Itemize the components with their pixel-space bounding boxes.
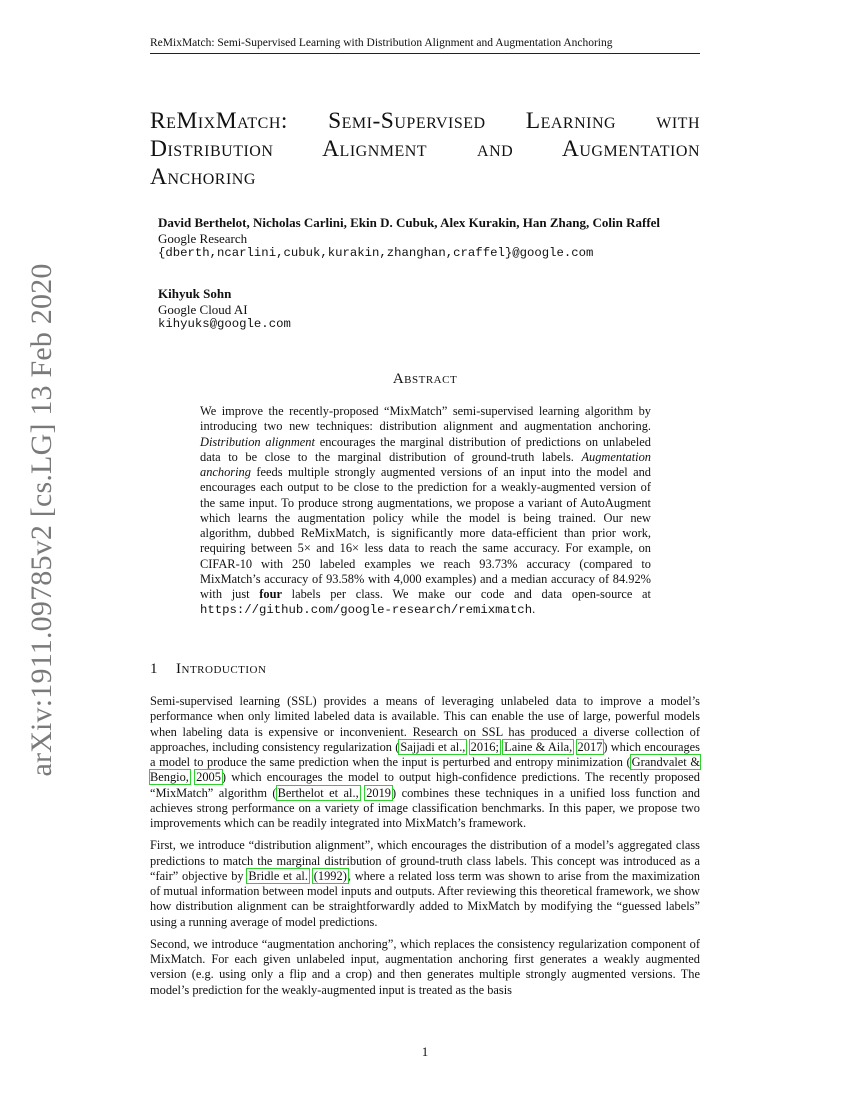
author-names: David Berthelot, Nicholas Carlini, Ekin D. Cubuk, Alex Kurakin, Han Zhang, Colin Raffel bbox=[158, 215, 661, 230]
title-line: ReMixMatch: Semi-Supervised Learning with bbox=[150, 108, 700, 134]
author-block-2 bbox=[158, 286, 558, 333]
title-line: Anchoring bbox=[150, 164, 256, 190]
author-email: kihyuks@google.com bbox=[158, 317, 291, 331]
citation-link[interactable]: Bridle et al. bbox=[248, 868, 308, 883]
paragraph-text: Semi-supervised learning (SSL) provides a means of leveraging unlabeled data to improve a model’s performance when only limited labeled data is available. This can enable the use of large, powerful models when labeling data is expensive or inconvenient. Research on SSL has produced a diverse collection of approaches, including consistency regularization ( bbox=[150, 694, 700, 754]
citation-link[interactable]: 2016; bbox=[470, 739, 499, 754]
abstract-term: Augmentation anchoring bbox=[200, 449, 651, 479]
abstract-term: Distribution alignment bbox=[200, 434, 315, 449]
citation-link[interactable]: 2017 bbox=[577, 739, 603, 754]
citation-link[interactable]: (1992) bbox=[313, 868, 347, 883]
paragraph bbox=[150, 838, 700, 930]
page-number: 1 bbox=[421, 1044, 429, 1059]
abstract-text: . bbox=[532, 602, 536, 617]
paper-title bbox=[150, 107, 700, 191]
abstract-heading: Abstract bbox=[392, 371, 458, 387]
paragraph-text: First, we introduce “distribution alignment”, which encourages the distribution of a model’s aggregated class predictions to match the marginal distribution of ground-truth class labels. This concept was introduced as a “fair” objective by bbox=[150, 838, 700, 883]
abstract-bold-word: four bbox=[259, 587, 282, 601]
introduction-body bbox=[150, 694, 700, 1005]
citation-link[interactable]: 2005 bbox=[196, 770, 221, 785]
paragraph-text: ) which encourages the model to output high-confidence predictions. The recently proposed “MixMatch” algorithm ( bbox=[150, 770, 700, 800]
citation-link[interactable]: Grandvalet & Bengio, bbox=[150, 755, 701, 785]
abstract-text: labels per class. We make our code and data open-source at bbox=[282, 587, 651, 601]
arxiv-stamp-text: arXiv:1911.09785v2 [cs.LG] 13 Feb 2020 bbox=[25, 263, 58, 777]
paragraph-text: ) which encourages a model to produce the same prediction when the input is perturbed and entropy minimization ( bbox=[150, 739, 700, 769]
author-emails: {dberth,ncarlini,cubuk,kurakin,zhanghan,craffel}@google.com bbox=[158, 246, 594, 260]
running-header: ReMixMatch: Semi-Supervised Learning with Distribution Alignment and Augmentation Anchoring bbox=[150, 37, 700, 54]
citation-link[interactable]: 2019 bbox=[366, 785, 391, 800]
code-url-link[interactable]: https://github.com/google-research/remixmatch bbox=[200, 603, 533, 618]
author-affiliation: Google Research bbox=[158, 230, 248, 246]
paragraph-text: , where a related loss term was shown to arise from the maximization of mutual information between model inputs and outputs. After reviewing this theoretical framework, we show how distribution alignment can be straightforwardly added to MixMatch by modifying the “guessed labels” using a running average of model predictions. bbox=[150, 868, 700, 929]
abstract-text: encourages the marginal distribution of predictions on unlabeled data to be close to the marginal distribution of ground-truth labels. bbox=[200, 434, 651, 464]
abstract-body bbox=[200, 404, 651, 619]
abstract-text: We improve the recently-proposed “MixMatch” semi-supervised learning algorithm by introducing two new techniques: distribution alignment and augmentation anchoring. bbox=[200, 404, 651, 434]
section-number: 1 bbox=[150, 661, 158, 677]
author-affiliation: Google Cloud AI bbox=[158, 301, 248, 317]
abstract-text: feeds multiple strongly augmented versions of an input into the model and encourages each output to be close to the prediction for a weakly-augmented version of the same input. To produce strong augmentations, we propose a variant of AutoAugment which learns the augmentation policy while the model is being trained. Our new algorithm, dubbed ReMixMatch, is significantly more data-efficient than prior work, requiring between 5× and 16× less data to reach the same accuracy. For example, on CIFAR-10 with 250 labeled examples we reach 93.73% accuracy (compared to MixMatch’s accuracy of 93.58% with 4,000 examples) and a median accuracy of 84.92% with just bbox=[200, 465, 651, 601]
title-line: Distribution Alignment and Augmentation bbox=[150, 136, 700, 162]
citation-link[interactable]: Berthelot et al., bbox=[277, 785, 359, 800]
author-block bbox=[158, 215, 718, 262]
citation-link[interactable]: Laine & Aila, bbox=[504, 739, 573, 754]
author-name: Kihyuk Sohn bbox=[158, 286, 232, 301]
section-heading bbox=[150, 661, 700, 678]
citation-link[interactable]: Sajjadi et al., bbox=[400, 739, 466, 754]
paragraph: Second, we introduce “augmentation anchoring”, which replaces the consistency regularization component of MixMatch. For each given unlabeled input, augmentation anchoring first generates a weakly augmented version (e.g. using only a flip and a crop) and then generates multiple strongly augmented versions. The model’s prediction for the weakly-augmented input is treated as the basis bbox=[150, 936, 700, 997]
paragraph-text: ) combines these techniques in a unified loss function and achieves strong performance on a variety of image classification benchmarks. In this paper, we propose two improvements which can be readily integrated into MixMatch’s framework. bbox=[150, 785, 700, 830]
paragraph bbox=[150, 694, 700, 831]
arxiv-stamp[interactable] bbox=[22, 263, 62, 777]
section-title: Introduction bbox=[176, 661, 267, 677]
